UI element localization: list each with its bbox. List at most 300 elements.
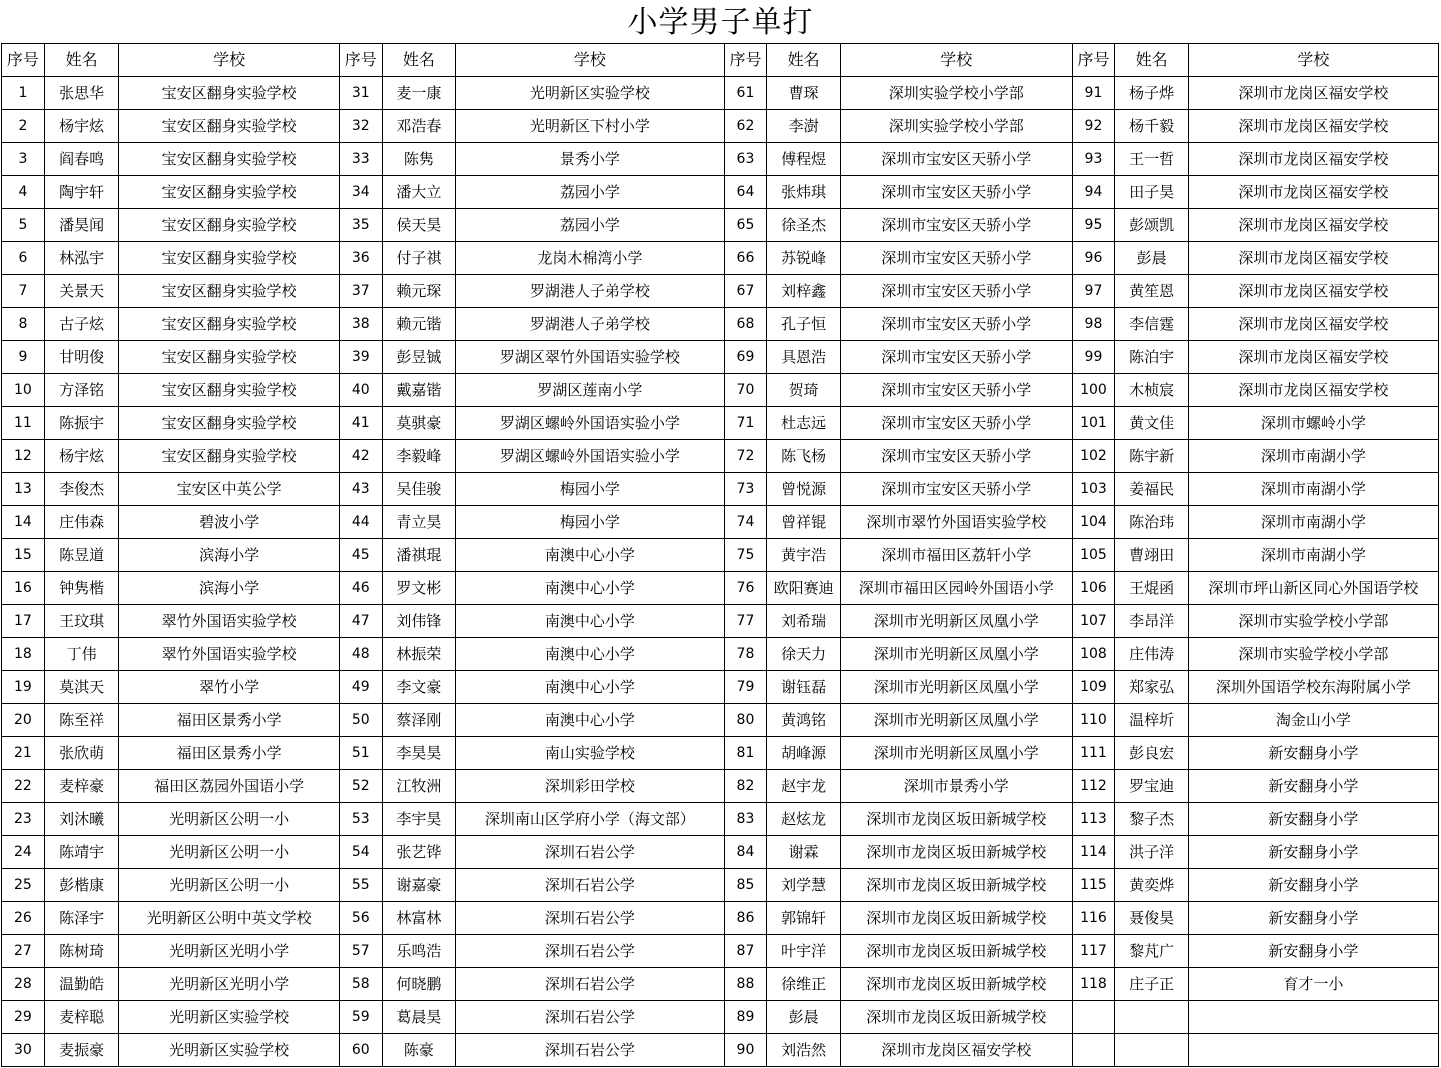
cell-seq[interactable]: 6 (2, 242, 45, 275)
cell-seq[interactable]: 115 (1072, 869, 1115, 902)
cell-school[interactable]: 深圳市宝安区天骄小学 (840, 242, 1072, 275)
cell-seq[interactable]: 44 (339, 506, 382, 539)
cell-name[interactable]: 林泓宇 (44, 242, 119, 275)
cell-school[interactable]: 深圳石岩公学 (456, 1001, 724, 1034)
cell-seq[interactable]: 1 (2, 77, 45, 110)
cell-seq[interactable]: 66 (724, 242, 767, 275)
cell-seq[interactable]: 29 (2, 1001, 45, 1034)
cell-seq[interactable]: 117 (1072, 935, 1115, 968)
cell-seq[interactable]: 101 (1072, 407, 1115, 440)
cell-school[interactable] (1188, 1034, 1438, 1067)
cell-seq[interactable]: 97 (1072, 275, 1115, 308)
cell-school[interactable]: 深圳市龙岗区福安学校 (1188, 341, 1438, 374)
cell-school[interactable]: 深圳石岩公学 (456, 902, 724, 935)
cell-seq[interactable]: 54 (339, 836, 382, 869)
cell-name[interactable]: 彭楷康 (44, 869, 119, 902)
cell-school[interactable]: 深圳实验学校小学部 (840, 77, 1072, 110)
cell-school[interactable]: 荔园小学 (456, 209, 724, 242)
cell-seq[interactable]: 9 (2, 341, 45, 374)
cell-school[interactable]: 深圳市景秀小学 (840, 770, 1072, 803)
cell-name[interactable]: 李信霆 (1115, 308, 1188, 341)
cell-school[interactable]: 罗湖区翠竹外国语实验学校 (456, 341, 724, 374)
cell-seq[interactable]: 111 (1072, 737, 1115, 770)
cell-school[interactable]: 深圳市宝安区天骄小学 (840, 308, 1072, 341)
cell-school[interactable]: 深圳石岩公学 (456, 968, 724, 1001)
cell-name[interactable]: 李澍 (767, 110, 840, 143)
cell-seq[interactable]: 68 (724, 308, 767, 341)
cell-seq[interactable]: 25 (2, 869, 45, 902)
cell-school[interactable]: 深圳南山区学府小学（海文部） (456, 803, 724, 836)
cell-seq[interactable]: 75 (724, 539, 767, 572)
cell-name[interactable]: 陈振宇 (44, 407, 119, 440)
cell-seq[interactable]: 77 (724, 605, 767, 638)
cell-school[interactable]: 深圳市龙岗区福安学校 (1188, 374, 1438, 407)
cell-name[interactable]: 何晓鹏 (382, 968, 455, 1001)
cell-seq[interactable]: 35 (339, 209, 382, 242)
header-school[interactable]: 学校 (119, 44, 339, 77)
cell-seq[interactable]: 3 (2, 143, 45, 176)
cell-seq[interactable]: 24 (2, 836, 45, 869)
cell-seq[interactable]: 86 (724, 902, 767, 935)
cell-school[interactable]: 滨海小学 (119, 539, 339, 572)
cell-school[interactable]: 深圳市龙岗区福安学校 (1188, 209, 1438, 242)
cell-seq[interactable]: 81 (724, 737, 767, 770)
cell-school[interactable]: 深圳市龙岗区坂田新城学校 (840, 935, 1072, 968)
cell-seq[interactable]: 110 (1072, 704, 1115, 737)
cell-name[interactable]: 黄奕烨 (1115, 869, 1188, 902)
cell-seq[interactable]: 49 (339, 671, 382, 704)
cell-seq[interactable]: 15 (2, 539, 45, 572)
cell-name[interactable]: 欧阳赛迪 (767, 572, 840, 605)
cell-name[interactable]: 郑家弘 (1115, 671, 1188, 704)
cell-name[interactable]: 黎子杰 (1115, 803, 1188, 836)
cell-name[interactable]: 谢霖 (767, 836, 840, 869)
cell-seq[interactable]: 20 (2, 704, 45, 737)
cell-seq[interactable]: 60 (339, 1034, 382, 1067)
cell-school[interactable]: 光明新区光明小学 (119, 935, 339, 968)
cell-school[interactable]: 南澳中心小学 (456, 605, 724, 638)
cell-seq[interactable]: 107 (1072, 605, 1115, 638)
cell-name[interactable]: 曹琛 (767, 77, 840, 110)
cell-seq[interactable]: 112 (1072, 770, 1115, 803)
cell-name[interactable]: 陈豪 (382, 1034, 455, 1067)
cell-name[interactable]: 彭昱铖 (382, 341, 455, 374)
cell-seq[interactable]: 93 (1072, 143, 1115, 176)
cell-school[interactable]: 深圳市龙岗区福安学校 (840, 1034, 1072, 1067)
cell-seq[interactable]: 106 (1072, 572, 1115, 605)
header-name[interactable]: 姓名 (1115, 44, 1188, 77)
cell-seq[interactable]: 89 (724, 1001, 767, 1034)
cell-seq[interactable]: 10 (2, 374, 45, 407)
cell-name[interactable]: 潘昊闻 (44, 209, 119, 242)
cell-seq[interactable]: 37 (339, 275, 382, 308)
cell-seq[interactable]: 14 (2, 506, 45, 539)
cell-name[interactable]: 张艺铧 (382, 836, 455, 869)
cell-school[interactable]: 南澳中心小学 (456, 671, 724, 704)
cell-name[interactable]: 郭锦轩 (767, 902, 840, 935)
cell-name[interactable]: 方泽铭 (44, 374, 119, 407)
cell-seq[interactable]: 52 (339, 770, 382, 803)
cell-seq[interactable]: 21 (2, 737, 45, 770)
cell-name[interactable]: 甘明俊 (44, 341, 119, 374)
cell-school[interactable]: 新安翻身小学 (1188, 803, 1438, 836)
cell-name[interactable]: 刘梓鑫 (767, 275, 840, 308)
cell-school[interactable]: 深圳市龙岗区福安学校 (1188, 77, 1438, 110)
cell-name[interactable]: 黄鸿铭 (767, 704, 840, 737)
cell-name[interactable]: 谢钰磊 (767, 671, 840, 704)
cell-seq[interactable]: 114 (1072, 836, 1115, 869)
cell-school[interactable]: 深圳彩田学校 (456, 770, 724, 803)
cell-name[interactable]: 张欣萌 (44, 737, 119, 770)
cell-seq[interactable]: 26 (2, 902, 45, 935)
cell-name[interactable]: 庄伟森 (44, 506, 119, 539)
cell-school[interactable]: 深圳市翠竹外国语实验学校 (840, 506, 1072, 539)
cell-seq[interactable]: 39 (339, 341, 382, 374)
cell-name[interactable]: 赵宇龙 (767, 770, 840, 803)
cell-name[interactable]: 陈至祥 (44, 704, 119, 737)
cell-school[interactable]: 淘金山小学 (1188, 704, 1438, 737)
cell-school[interactable]: 宝安区翻身实验学校 (119, 440, 339, 473)
header-seq[interactable]: 序号 (2, 44, 45, 77)
cell-seq[interactable]: 34 (339, 176, 382, 209)
cell-seq[interactable]: 16 (2, 572, 45, 605)
cell-seq[interactable]: 118 (1072, 968, 1115, 1001)
cell-seq[interactable]: 18 (2, 638, 45, 671)
cell-seq[interactable]: 11 (2, 407, 45, 440)
cell-name[interactable]: 陶宇轩 (44, 176, 119, 209)
cell-name[interactable]: 罗宝迪 (1115, 770, 1188, 803)
cell-school[interactable]: 宝安区翻身实验学校 (119, 308, 339, 341)
cell-seq[interactable]: 31 (339, 77, 382, 110)
cell-school[interactable]: 深圳市宝安区天骄小学 (840, 473, 1072, 506)
cell-school[interactable]: 深圳市宝安区天骄小学 (840, 209, 1072, 242)
cell-name[interactable]: 张炜琪 (767, 176, 840, 209)
cell-school[interactable]: 新安翻身小学 (1188, 935, 1438, 968)
cell-school[interactable]: 罗湖区螺岭外国语实验小学 (456, 407, 724, 440)
cell-seq[interactable]: 95 (1072, 209, 1115, 242)
cell-school[interactable]: 深圳市宝安区天骄小学 (840, 407, 1072, 440)
cell-seq[interactable]: 43 (339, 473, 382, 506)
cell-school[interactable]: 深圳市龙岗区坂田新城学校 (840, 869, 1072, 902)
cell-seq[interactable]: 42 (339, 440, 382, 473)
cell-name[interactable]: 陈隽 (382, 143, 455, 176)
cell-name[interactable]: 麦梓豪 (44, 770, 119, 803)
cell-school[interactable]: 宝安区翻身实验学校 (119, 77, 339, 110)
cell-school[interactable]: 光明新区实验学校 (119, 1034, 339, 1067)
cell-name[interactable]: 黄宇浩 (767, 539, 840, 572)
cell-name[interactable]: 赵炫龙 (767, 803, 840, 836)
cell-school[interactable]: 深圳市宝安区天骄小学 (840, 143, 1072, 176)
cell-school[interactable]: 梅园小学 (456, 506, 724, 539)
cell-name[interactable]: 徐圣杰 (767, 209, 840, 242)
cell-seq[interactable]: 63 (724, 143, 767, 176)
cell-name[interactable]: 曾悦源 (767, 473, 840, 506)
cell-name[interactable]: 徐天力 (767, 638, 840, 671)
cell-seq[interactable]: 22 (2, 770, 45, 803)
cell-school[interactable]: 深圳石岩公学 (456, 869, 724, 902)
cell-name[interactable]: 葛晨昊 (382, 1001, 455, 1034)
cell-name[interactable]: 姜福民 (1115, 473, 1188, 506)
cell-school[interactable]: 深圳市龙岗区坂田新城学校 (840, 902, 1072, 935)
cell-name[interactable]: 庄伟涛 (1115, 638, 1188, 671)
cell-school[interactable]: 新安翻身小学 (1188, 737, 1438, 770)
cell-school[interactable]: 深圳市龙岗区福安学校 (1188, 242, 1438, 275)
cell-school[interactable]: 深圳市龙岗区坂田新城学校 (840, 1001, 1072, 1034)
cell-name[interactable]: 陈飞杨 (767, 440, 840, 473)
cell-school[interactable]: 梅园小学 (456, 473, 724, 506)
cell-name[interactable]: 陈昱道 (44, 539, 119, 572)
cell-seq[interactable]: 91 (1072, 77, 1115, 110)
cell-name[interactable]: 庄子正 (1115, 968, 1188, 1001)
cell-name[interactable]: 彭晨 (767, 1001, 840, 1034)
cell-school[interactable]: 光明新区公明中英文学校 (119, 902, 339, 935)
cell-name[interactable]: 孔子恒 (767, 308, 840, 341)
cell-school[interactable]: 光明新区光明小学 (119, 968, 339, 1001)
cell-name[interactable]: 聂俊昊 (1115, 902, 1188, 935)
cell-name[interactable]: 温梓圻 (1115, 704, 1188, 737)
cell-seq[interactable]: 38 (339, 308, 382, 341)
cell-school[interactable]: 南澳中心小学 (456, 638, 724, 671)
cell-school[interactable]: 深圳市光明新区凤凰小学 (840, 605, 1072, 638)
cell-seq[interactable]: 40 (339, 374, 382, 407)
cell-name[interactable]: 阎春鸣 (44, 143, 119, 176)
cell-school[interactable]: 福田区荔园外国语小学 (119, 770, 339, 803)
cell-name[interactable]: 刘伟锋 (382, 605, 455, 638)
cell-name[interactable]: 陈泊宇 (1115, 341, 1188, 374)
cell-seq[interactable]: 33 (339, 143, 382, 176)
cell-name[interactable] (1115, 1034, 1188, 1067)
cell-school[interactable]: 深圳市南湖小学 (1188, 506, 1438, 539)
cell-seq[interactable]: 46 (339, 572, 382, 605)
cell-name[interactable]: 彭颂凯 (1115, 209, 1188, 242)
cell-name[interactable]: 李昊昊 (382, 737, 455, 770)
cell-seq[interactable]: 61 (724, 77, 767, 110)
cell-name[interactable]: 王玟琪 (44, 605, 119, 638)
cell-seq[interactable]: 76 (724, 572, 767, 605)
cell-name[interactable]: 杜志远 (767, 407, 840, 440)
cell-seq[interactable]: 83 (724, 803, 767, 836)
cell-seq[interactable]: 99 (1072, 341, 1115, 374)
cell-school[interactable]: 荔园小学 (456, 176, 724, 209)
cell-school[interactable]: 龙岗木棉湾小学 (456, 242, 724, 275)
cell-name[interactable]: 莫淇天 (44, 671, 119, 704)
cell-school[interactable]: 碧波小学 (119, 506, 339, 539)
cell-seq[interactable]: 82 (724, 770, 767, 803)
cell-seq[interactable]: 67 (724, 275, 767, 308)
cell-name[interactable]: 杨子烨 (1115, 77, 1188, 110)
cell-seq[interactable]: 88 (724, 968, 767, 1001)
cell-school[interactable]: 深圳市福田区荔轩小学 (840, 539, 1072, 572)
cell-school[interactable]: 深圳市南湖小学 (1188, 440, 1438, 473)
cell-school[interactable]: 深圳市龙岗区福安学校 (1188, 110, 1438, 143)
cell-seq[interactable]: 45 (339, 539, 382, 572)
cell-name[interactable]: 蔡泽刚 (382, 704, 455, 737)
cell-name[interactable]: 苏锐峰 (767, 242, 840, 275)
cell-seq[interactable]: 102 (1072, 440, 1115, 473)
cell-name[interactable]: 王焜函 (1115, 572, 1188, 605)
cell-seq[interactable]: 4 (2, 176, 45, 209)
cell-seq[interactable]: 80 (724, 704, 767, 737)
cell-seq[interactable]: 13 (2, 473, 45, 506)
cell-name[interactable]: 徐维正 (767, 968, 840, 1001)
cell-seq[interactable]: 105 (1072, 539, 1115, 572)
cell-seq[interactable]: 32 (339, 110, 382, 143)
cell-seq[interactable]: 78 (724, 638, 767, 671)
cell-school[interactable]: 光明新区实验学校 (119, 1001, 339, 1034)
cell-seq[interactable]: 72 (724, 440, 767, 473)
cell-school[interactable]: 宝安区翻身实验学校 (119, 407, 339, 440)
cell-name[interactable]: 林富林 (382, 902, 455, 935)
cell-seq[interactable]: 84 (724, 836, 767, 869)
cell-name[interactable]: 傅程煜 (767, 143, 840, 176)
cell-seq[interactable]: 58 (339, 968, 382, 1001)
cell-name[interactable] (1115, 1001, 1188, 1034)
cell-name[interactable]: 李俊杰 (44, 473, 119, 506)
cell-school[interactable]: 景秀小学 (456, 143, 724, 176)
cell-name[interactable]: 黄笙恩 (1115, 275, 1188, 308)
cell-name[interactable]: 李文豪 (382, 671, 455, 704)
cell-seq[interactable]: 27 (2, 935, 45, 968)
cell-seq[interactable]: 70 (724, 374, 767, 407)
cell-school[interactable]: 南澳中心小学 (456, 704, 724, 737)
cell-name[interactable]: 李昂洋 (1115, 605, 1188, 638)
cell-seq[interactable]: 98 (1072, 308, 1115, 341)
cell-name[interactable]: 杨千毅 (1115, 110, 1188, 143)
cell-school[interactable]: 光明新区实验学校 (456, 77, 724, 110)
cell-school[interactable]: 深圳市南湖小学 (1188, 473, 1438, 506)
cell-school[interactable]: 深圳市南湖小学 (1188, 539, 1438, 572)
header-name[interactable]: 姓名 (44, 44, 119, 77)
cell-school[interactable] (1188, 1001, 1438, 1034)
cell-school[interactable]: 深圳石岩公学 (456, 836, 724, 869)
cell-school[interactable]: 宝安区中英公学 (119, 473, 339, 506)
header-name[interactable]: 姓名 (382, 44, 455, 77)
cell-school[interactable]: 宝安区翻身实验学校 (119, 242, 339, 275)
cell-school[interactable]: 新安翻身小学 (1188, 869, 1438, 902)
cell-school[interactable]: 深圳石岩公学 (456, 935, 724, 968)
header-school[interactable]: 学校 (1188, 44, 1438, 77)
cell-seq[interactable]: 74 (724, 506, 767, 539)
cell-name[interactable]: 洪子洋 (1115, 836, 1188, 869)
cell-seq[interactable]: 12 (2, 440, 45, 473)
header-seq[interactable]: 序号 (339, 44, 382, 77)
cell-school[interactable]: 深圳市光明新区凤凰小学 (840, 671, 1072, 704)
cell-school[interactable]: 光明新区公明一小 (119, 869, 339, 902)
cell-name[interactable]: 麦一康 (382, 77, 455, 110)
cell-name[interactable]: 赖元锴 (382, 308, 455, 341)
cell-school[interactable]: 宝安区翻身实验学校 (119, 110, 339, 143)
cell-name[interactable]: 林振荣 (382, 638, 455, 671)
cell-name[interactable]: 李宇昊 (382, 803, 455, 836)
cell-school[interactable]: 南山实验学校 (456, 737, 724, 770)
cell-name[interactable]: 邓浩春 (382, 110, 455, 143)
cell-school[interactable]: 宝安区翻身实验学校 (119, 275, 339, 308)
cell-seq[interactable]: 79 (724, 671, 767, 704)
cell-seq[interactable]: 92 (1072, 110, 1115, 143)
cell-school[interactable]: 光明新区公明一小 (119, 803, 339, 836)
cell-name[interactable]: 叶宇洋 (767, 935, 840, 968)
cell-name[interactable]: 关景天 (44, 275, 119, 308)
cell-seq[interactable]: 94 (1072, 176, 1115, 209)
cell-name[interactable]: 温勤皓 (44, 968, 119, 1001)
cell-school[interactable]: 翠竹小学 (119, 671, 339, 704)
cell-seq[interactable]: 28 (2, 968, 45, 1001)
cell-seq[interactable]: 59 (339, 1001, 382, 1034)
cell-seq[interactable]: 100 (1072, 374, 1115, 407)
cell-seq[interactable]: 47 (339, 605, 382, 638)
cell-school[interactable]: 新安翻身小学 (1188, 770, 1438, 803)
cell-name[interactable]: 潘祺琨 (382, 539, 455, 572)
cell-seq[interactable]: 57 (339, 935, 382, 968)
cell-name[interactable]: 刘学慧 (767, 869, 840, 902)
cell-seq[interactable]: 17 (2, 605, 45, 638)
cell-name[interactable]: 黎芃广 (1115, 935, 1188, 968)
cell-school[interactable]: 深圳实验学校小学部 (840, 110, 1072, 143)
cell-seq[interactable]: 116 (1072, 902, 1115, 935)
cell-name[interactable]: 木桢宸 (1115, 374, 1188, 407)
cell-school[interactable]: 南澳中心小学 (456, 539, 724, 572)
header-school[interactable]: 学校 (840, 44, 1072, 77)
cell-school[interactable]: 滨海小学 (119, 572, 339, 605)
cell-name[interactable]: 江牧洲 (382, 770, 455, 803)
cell-school[interactable]: 新安翻身小学 (1188, 902, 1438, 935)
cell-seq[interactable]: 23 (2, 803, 45, 836)
cell-seq[interactable]: 65 (724, 209, 767, 242)
cell-name[interactable]: 丁伟 (44, 638, 119, 671)
cell-name[interactable]: 陈树琦 (44, 935, 119, 968)
cell-seq[interactable]: 55 (339, 869, 382, 902)
cell-name[interactable]: 曾祥锟 (767, 506, 840, 539)
cell-school[interactable]: 罗湖港人子弟学校 (456, 275, 724, 308)
cell-name[interactable]: 莫骐豪 (382, 407, 455, 440)
cell-school[interactable]: 罗湖区螺岭外国语实验小学 (456, 440, 724, 473)
cell-name[interactable]: 曹翊田 (1115, 539, 1188, 572)
cell-seq[interactable] (1072, 1001, 1115, 1034)
cell-name[interactable]: 麦振豪 (44, 1034, 119, 1067)
cell-seq[interactable]: 8 (2, 308, 45, 341)
cell-name[interactable]: 乐鸣浩 (382, 935, 455, 968)
cell-seq[interactable]: 109 (1072, 671, 1115, 704)
cell-seq[interactable]: 87 (724, 935, 767, 968)
cell-school[interactable]: 南澳中心小学 (456, 572, 724, 605)
cell-school[interactable]: 深圳外国语学校东海附属小学 (1188, 671, 1438, 704)
cell-name[interactable]: 王一哲 (1115, 143, 1188, 176)
cell-school[interactable]: 翠竹外国语实验学校 (119, 605, 339, 638)
cell-seq[interactable]: 85 (724, 869, 767, 902)
cell-seq[interactable]: 53 (339, 803, 382, 836)
cell-seq[interactable]: 41 (339, 407, 382, 440)
cell-name[interactable]: 潘大立 (382, 176, 455, 209)
cell-school[interactable]: 深圳市光明新区凤凰小学 (840, 704, 1072, 737)
cell-name[interactable]: 赖元琛 (382, 275, 455, 308)
cell-name[interactable]: 侯天昊 (382, 209, 455, 242)
cell-school[interactable]: 深圳市龙岗区坂田新城学校 (840, 968, 1072, 1001)
cell-seq[interactable]: 36 (339, 242, 382, 275)
cell-school[interactable]: 福田区景秀小学 (119, 704, 339, 737)
cell-name[interactable]: 具恩浩 (767, 341, 840, 374)
cell-seq[interactable]: 71 (724, 407, 767, 440)
cell-name[interactable]: 罗文彬 (382, 572, 455, 605)
cell-school[interactable]: 宝安区翻身实验学校 (119, 176, 339, 209)
cell-name[interactable]: 杨宇炫 (44, 440, 119, 473)
cell-seq[interactable]: 103 (1072, 473, 1115, 506)
cell-seq[interactable]: 48 (339, 638, 382, 671)
cell-school[interactable]: 深圳市宝安区天骄小学 (840, 176, 1072, 209)
cell-school[interactable]: 育才一小 (1188, 968, 1438, 1001)
cell-school[interactable]: 深圳市龙岗区福安学校 (1188, 143, 1438, 176)
cell-school[interactable]: 福田区景秀小学 (119, 737, 339, 770)
cell-school[interactable]: 宝安区翻身实验学校 (119, 209, 339, 242)
